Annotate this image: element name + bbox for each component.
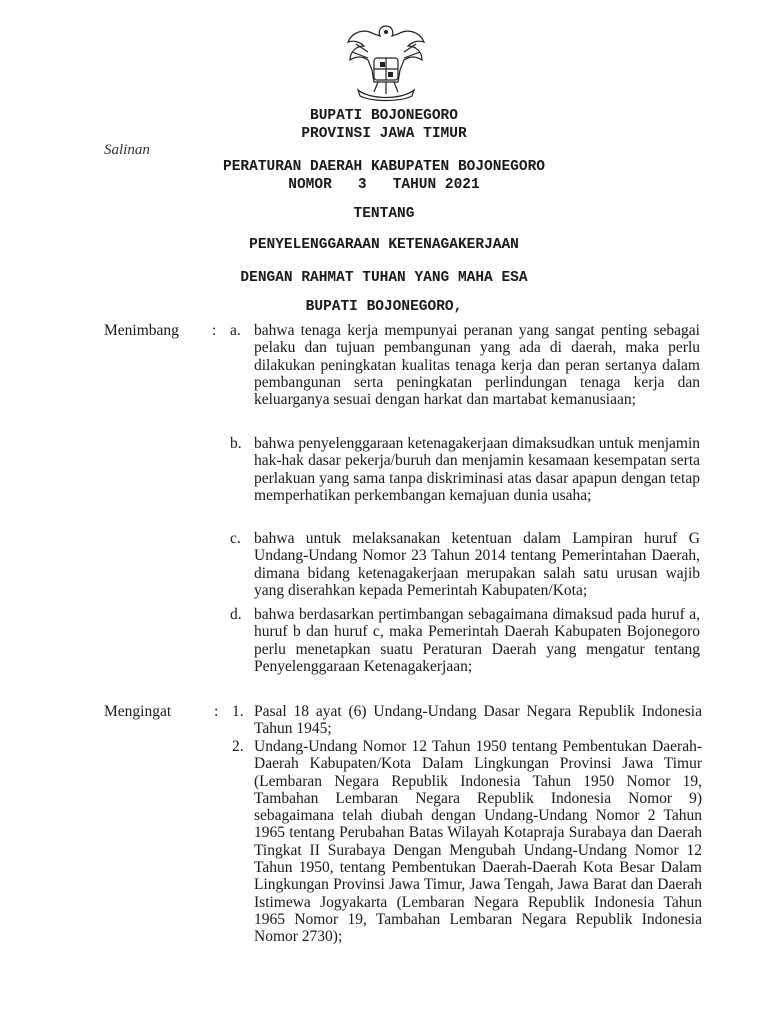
salinan-label: Salinan bbox=[104, 142, 150, 158]
menimbang-colon: : bbox=[212, 322, 217, 339]
mengingat-marker-1: 1. bbox=[232, 703, 244, 720]
mengingat-text-1: Pasal 18 ayat (6) Undang-Undang Dasar Negara Republik Indonesia Tahun 1945; bbox=[254, 703, 702, 738]
mengingat-text-2: Undang-Undang Nomor 12 Tahun 1950 tentang Pembentukan Daerah-Daerah Kabupaten/Kota Dalam Lingkungan Provinsi Jawa Timur (Lembaran Negara Republik Indonesia Tahun 1950 Nomor 19, Tambahan Lembaran Negara Republik Indonesia Nomor 9) sebagaimana telah diubah dengan Undang-Undang Nomor 2 Tahun 1965 tentang Perubahan Batas Wilayah Kotapraja Surabaya dan Daerah Tingkat II Surabaya Dengan Mengubah Undang-Undang Nomor 12 Tahun 1950, tentang Pembentukan Daerah-Daerah Kota Besar Dalam Lingkungan Provinsi Jawa Timur, Jawa Tengah, Jawa Barat dan Daerah Istimewa Jogyakarta (Lembaran Negara Republik Indonesia Tahun 1965 Nomor 19, Tambahan Lembaran Negara Republik Indonesia Nomor 2730); bbox=[254, 738, 702, 946]
menimbang-item-d bbox=[230, 606, 700, 675]
menimbang-text-b: bahwa penyelenggaraan ketenagakerjaan dimaksudkan untuk menjamin hak-hak dasar pekerja/buruh dan menjamin kesamaan kesempatan serta perlakuan yang sama tanpa diskriminasi atas dasar apapun dengan tetap memperhatikan perkembangan kemajuan dunia usaha; bbox=[254, 435, 700, 504]
judul-heading: PENYELENGGARAAN KETENAGAKERJAAN bbox=[249, 237, 519, 253]
mengingat-colon: : bbox=[214, 703, 219, 720]
mengingat-label: Mengingat bbox=[104, 703, 172, 720]
menimbang-text-a: bahwa tenaga kerja mempunyai peranan yang sangat penting sebagai pelaku dan tujuan pembangunan yang ada di daerah, maka perlu dilakukan peningkatan kualitas tenaga kerja dan peran sertanya dalam pembangunan serta peningkatan perlindungan tenaga kerja dan keluarganya sesuai dengan harkat dan martabat kemanusiaan; bbox=[254, 322, 700, 409]
provinsi-title: PROVINSI JAWA TIMUR bbox=[301, 126, 467, 142]
menimbang-item-a bbox=[230, 322, 700, 408]
mengingat-item-2 bbox=[232, 738, 702, 946]
tentang-heading: TENTANG bbox=[353, 206, 415, 222]
menimbang-marker-b: b. bbox=[230, 435, 242, 452]
mengingat-item-1 bbox=[232, 703, 702, 738]
menimbang-item-b bbox=[230, 435, 700, 504]
menimbang-marker-a: a. bbox=[230, 322, 241, 339]
menimbang-text-c: bahwa untuk melaksanakan ketentuan dalam Lampiran huruf G Undang-Undang Nomor 23 Tahun 2014 tentang Pemerintahan Daerah, dimana bidang ketenagakerjaan merupakan salah satu urusan wajib yang diserahkan kepada Pemerintah Kabupaten/Kota; bbox=[254, 530, 700, 599]
menimbang-marker-c: c. bbox=[230, 530, 241, 547]
bupati-comma-heading: BUPATI BOJONEGORO, bbox=[305, 299, 463, 315]
menimbang-item-c bbox=[230, 530, 700, 599]
menimbang-marker-d: d. bbox=[230, 606, 242, 623]
menimbang-label: Menimbang bbox=[104, 322, 179, 339]
peraturan-title: PERATURAN DAERAH KABUPATEN BOJONEGORO bbox=[223, 159, 545, 175]
garuda-emblem-icon bbox=[344, 20, 428, 102]
mengingat-marker-2: 2. bbox=[232, 738, 244, 755]
bupati-title: BUPATI BOJONEGORO bbox=[310, 108, 458, 124]
menimbang-text-d: bahwa berdasarkan pertimbangan sebagaimana dimaksud pada huruf a, huruf b dan huruf c, maka Pemerintah Daerah Kabupaten Bojonegoro perlu menetapkan suatu Peraturan Daerah yang mengatur tentang Penyelenggaraan Ketenagakerjaan; bbox=[254, 606, 700, 675]
rahmat-heading: DENGAN RAHMAT TUHAN YANG MAHA ESA bbox=[240, 270, 528, 286]
nomor-title: NOMOR 3 TAHUN 2021 bbox=[288, 177, 480, 193]
